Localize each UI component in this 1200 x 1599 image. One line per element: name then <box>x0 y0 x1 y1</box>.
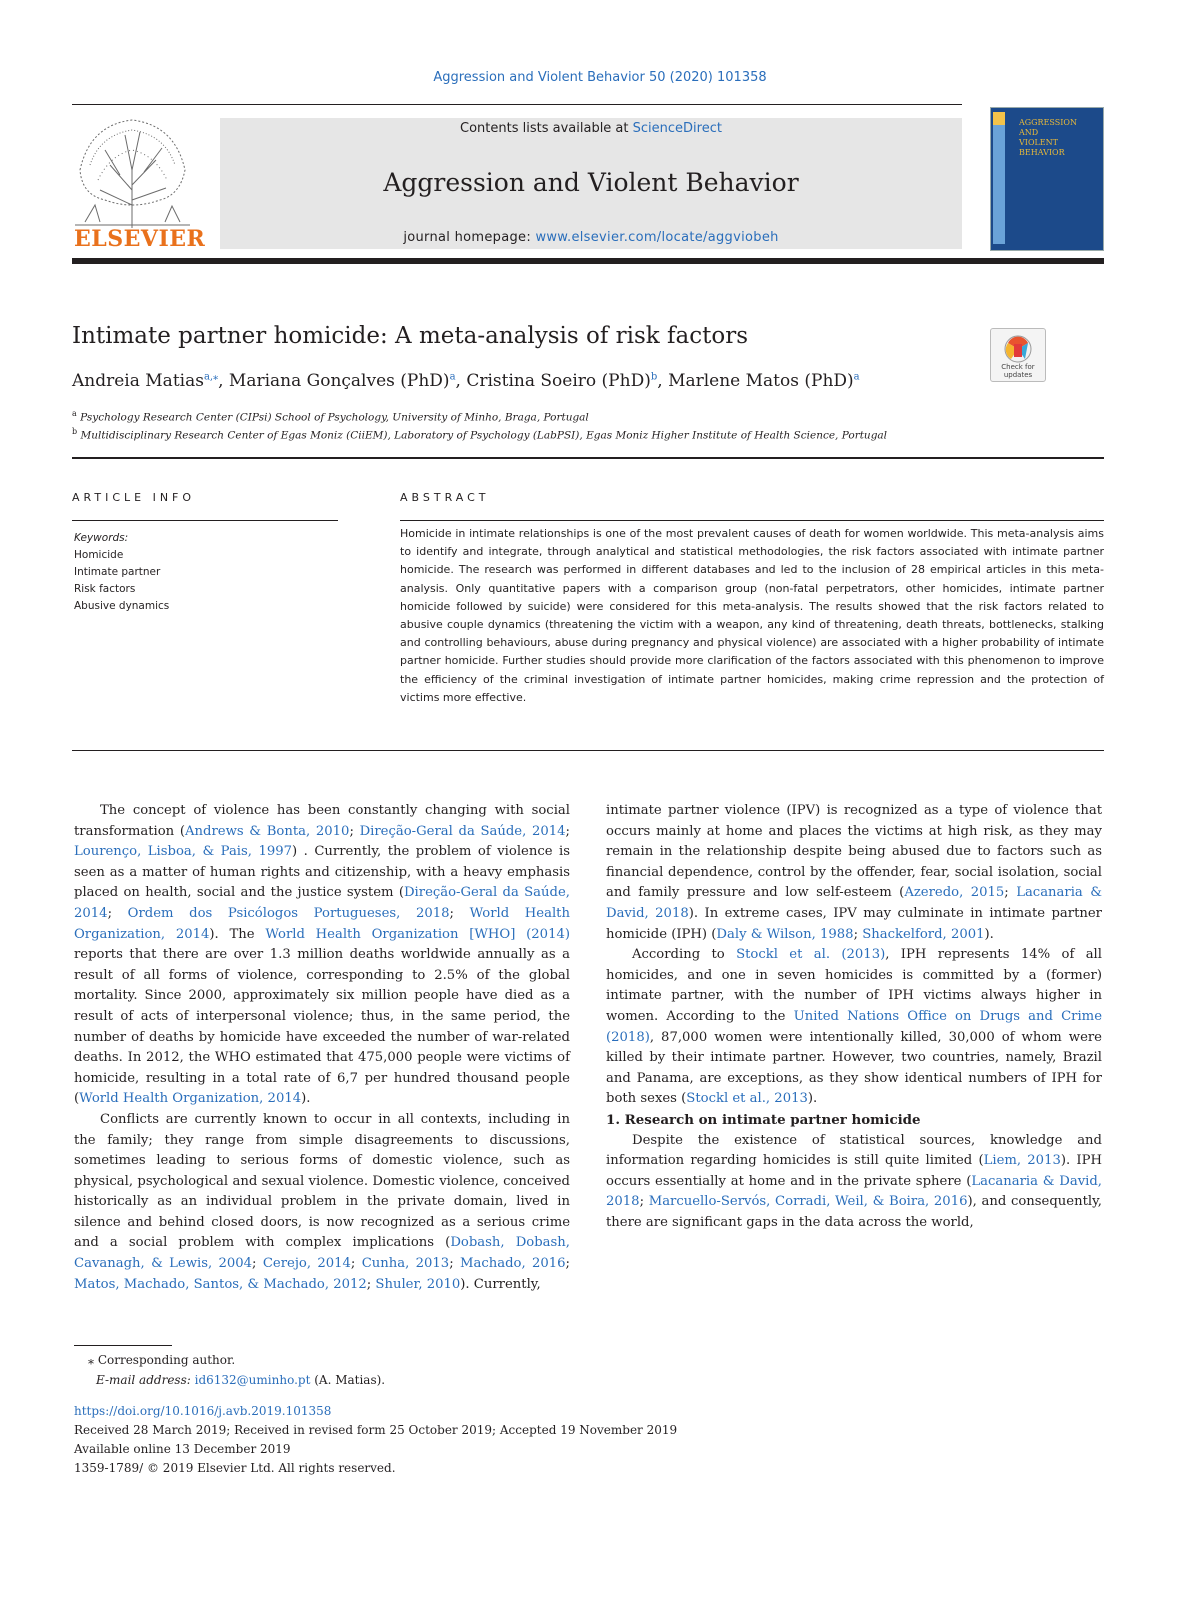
header-rule <box>72 104 962 105</box>
citation-link[interactable]: Matos, Machado, Santos, & Machado, 2012 <box>74 1276 367 1292</box>
body-text: reports that there are over 1.3 million deaths worldwide annually as a result of all forms of violence, corresponding to 2.5% of the global mortality. Since 2000, approximately six million people have died as a result of acts of interpersonal violence; thus, in the same period, the number of deaths by homicide have exceeded the number of war-related deaths. In 2012, the WHO estimated that 475,000 people were victims of homicide, resulting in a total rate of 6,7 per hundred thousand people ( <box>74 947 570 1107</box>
keyword-item: Risk factors <box>74 583 136 595</box>
body-text: ). <box>984 926 994 942</box>
footnote-rule <box>74 1345 172 1346</box>
keyword-item: Homicide <box>74 549 124 561</box>
abstract-text: Homicide in intimate relationships is one of the most prevalent causes of death for women worldwide. This meta-analysis aims to identify and integrate, through analytical and statistical methodologies, the risk factors associated with intimate partner homicide. The research was performed in different databases and led to the inclusion of 28 empirical articles in this meta-analysis. Only quantitative papers with a comparison group (non-fatal perpetrators, other homicides, intimate partner homicide followed by suicide) were considered for this meta-analysis. The results showed that the risk factors related to abusive couple dynamics (threatening the victim with a weapon, any kind of threatening, death threats, bottlenecks, stalking and controlling behaviours, abuse during pregnancy and physical violence) are associated with a higher probability of intimate partner homicide. Further studies should provide more clarification of the factors associated with this phenomenon to improve the efficiency of the criminal investigation of intimate partner homicides, making crime repression and the protection of victims more effective. <box>400 527 1104 704</box>
body-text: ; <box>350 1256 362 1272</box>
citation-link[interactable]: Azeredo, 2015 <box>904 885 1005 901</box>
body-paragraph <box>606 801 1102 945</box>
header-thick-rule <box>72 258 1104 264</box>
email-label: E-mail address: <box>96 1373 191 1387</box>
article-info-rule <box>72 520 338 521</box>
journal-reference-link[interactable]: Aggression and Violent Behavior 50 (2020) 101358 <box>433 70 767 85</box>
body-text: ; <box>565 1256 570 1272</box>
body-text: ). <box>301 1091 311 1107</box>
body-text: , IPH represents 14% of all homicides, and one in seven homicides is committed by a (former) intimate partner, with the number of IPH victims always higher in women. According to the <box>606 947 1102 1024</box>
cover-title-line: AGGRESSION <box>1019 118 1077 127</box>
journal-cover-image[interactable] <box>990 107 1104 251</box>
section-heading: 1. Research on intimate partner homicide <box>606 1111 921 1128</box>
body-column-left <box>74 801 570 1295</box>
body-text: The concept of violence has been constantly changing with social transformation ( <box>74 803 570 839</box>
author-list: Andreia Matias$^{a,⁎}$, Mariana Gonçalves (PhD)$^a$, Cristina Soeiro (PhD)$^b$, Marlene Matos (PhD)$^a$ <box>72 371 860 391</box>
cover-title-line: VIOLENT <box>1019 138 1058 147</box>
article-info-heading: ARTICLE INFO <box>72 491 196 504</box>
abstract-bottom-rule <box>72 750 1104 751</box>
author-affiliation-mark[interactable]: a <box>853 371 860 383</box>
author-email-link[interactable]: id6132@uminho.pt <box>194 1373 311 1387</box>
body-text: ; <box>1004 885 1017 901</box>
body-paragraph <box>606 945 1102 1110</box>
cover-title-line: BEHAVIOR <box>1019 148 1065 157</box>
journal-title: Aggression and Violent Behavior <box>383 168 799 197</box>
citation-link[interactable]: Andrews & Bonta, 2010 <box>185 823 350 839</box>
body-text: ; <box>349 823 360 839</box>
journal-homepage-link[interactable]: www.elsevier.com/locate/aggviobeh <box>535 230 779 245</box>
citation-link[interactable]: Shackelford, 2001 <box>862 926 985 942</box>
footnote <box>88 1350 385 1390</box>
doi-link[interactable]: https://doi.org/10.1016/j.avb.2019.101358 <box>74 1404 332 1418</box>
author-name[interactable]: Mariana Gonçalves (PhD) <box>228 371 450 391</box>
body-text: Conflicts are currently known to occur in all contexts, including in the family; they range from simple disagreements to discussions, sometimes leading to serious forms of domestic violence, such as physical, psychological and sexual violence. Domestic violence, conceived historically as an individual problem in the private domain, lived in silence and behind closed doors, is now recognized as a serious crime and a social problem with complex implications ( <box>74 1111 570 1251</box>
elsevier-wordmark: ELSEVIER <box>74 226 206 252</box>
citation-link[interactable]: Lacanaria & David, 2018 <box>606 885 1102 921</box>
body-text: ; <box>252 1256 263 1272</box>
section-rule <box>72 457 1104 459</box>
keywords-label: Keywords: <box>74 532 129 544</box>
affiliation-text: Multidisciplinary Research Center of Egas Moniz (CiiEM), Laboratory of Psychology (LabPSI), Egas Moniz Higher Institute of Health Science, Portugal <box>80 429 888 442</box>
body-text: ). <box>807 1091 818 1107</box>
citation-link[interactable]: Dobash, Dobash, Cavanagh, & Lewis, 2004 <box>74 1235 570 1272</box>
abstract-rule <box>400 520 1104 521</box>
affiliation <box>72 427 887 442</box>
body-paragraph <box>606 1131 1102 1234</box>
affiliation-mark: a <box>72 409 77 418</box>
author-name[interactable]: Cristina Soeiro (PhD) <box>466 371 651 391</box>
citation-link[interactable]: Lourenço, Lisboa, & Pais, 1997 <box>74 844 293 860</box>
citation-link[interactable]: Cerejo, 2014 <box>262 1256 351 1272</box>
body-paragraph <box>74 1110 570 1295</box>
abstract-heading: ABSTRACT <box>400 491 490 504</box>
keywords-list <box>74 530 169 615</box>
article-footer <box>74 1402 677 1478</box>
keyword-item: Intimate partner <box>74 566 161 578</box>
affiliation-text: Psychology Research Center (CIPsi) School of Psychology, University of Minho, Braga, Portugal <box>80 411 589 424</box>
sciencedirect-link[interactable]: ScienceDirect <box>632 121 722 136</box>
author-affiliation-mark[interactable]: a,⁎ <box>203 371 219 383</box>
citation-link[interactable]: Machado, 2016 <box>459 1256 566 1272</box>
body-text: ; <box>449 1256 460 1272</box>
citation-link[interactable]: World Health Organization [WHO] (2014) <box>265 926 570 942</box>
check-for-updates-badge[interactable] <box>990 328 1046 382</box>
body-text: ). Currently, <box>460 1276 541 1292</box>
copyright-line: 1359-1789/ © 2019 Elsevier Ltd. All rights reserved. <box>74 1461 396 1475</box>
cover-color-strip <box>993 112 1005 244</box>
citation-link[interactable]: Stockl et al., 2013 <box>686 1091 808 1107</box>
body-text: , 87,000 women were intentionally killed, 30,000 of whom were killed by their intimate partner. However, two countries, namely, Brazil and Panama, are exceptions, as they show identical numbers of IPH for both sexes ( <box>606 1029 1102 1107</box>
body-text: ). The <box>209 926 266 942</box>
online-date: Available online 13 December 2019 <box>74 1442 291 1456</box>
citation-link[interactable]: Daly & Wilson, 1988 <box>716 926 854 942</box>
body-text: ; <box>107 905 128 921</box>
citation-link[interactable]: Direção-Geral da Saúde, 2014 <box>74 885 570 921</box>
email-suffix: (A. Matias). <box>310 1373 386 1387</box>
body-text: ) . Currently, the problem of violence is seen as a matter of human rights and citizenship, with a heavy emphasis placed on health, social and the justice system ( <box>74 844 570 901</box>
citation-link[interactable]: World Health Organization, 2014 <box>79 1091 302 1107</box>
corresponding-author-note: Corresponding author. <box>97 1353 236 1367</box>
citation-link[interactable]: Direção-Geral da Saúde, 2014 <box>359 823 566 839</box>
author-affiliation-mark[interactable]: a <box>449 371 456 383</box>
body-text: ; <box>565 823 570 839</box>
contents-prefix: Contents lists available at <box>460 121 633 136</box>
affiliation <box>72 409 589 424</box>
citation-link[interactable]: World Health Organization, 2014 <box>74 905 570 942</box>
badge-label: Check for updates <box>1001 363 1035 379</box>
homepage-prefix: journal homepage: <box>403 230 536 245</box>
homepage-line <box>220 230 962 245</box>
author-name[interactable]: Andreia Matias <box>72 371 204 391</box>
body-column-right <box>606 801 1102 1233</box>
author-affiliation-mark[interactable]: b <box>650 371 658 383</box>
citation-link[interactable]: Stockl et al. (2013) <box>736 947 886 963</box>
body-text: ; <box>639 1194 649 1210</box>
elsevier-tree-icon <box>70 110 195 228</box>
citation-link[interactable]: Cunha, 2013 <box>361 1256 450 1272</box>
citation-link[interactable]: Lacanaria & David, 2018 <box>606 1173 1103 1210</box>
affiliation-mark: b <box>72 427 78 436</box>
body-text: ; <box>853 926 863 942</box>
footnote-mark: ⁎ <box>88 1353 94 1367</box>
citation-link[interactable]: United Nations Office on Drugs and Crime (2018) <box>606 1008 1102 1045</box>
body-text: ), and consequently, there are significant gaps in the data across the world, <box>606 1194 1102 1230</box>
contents-line <box>220 121 962 136</box>
author-name[interactable]: Marlene Matos (PhD) <box>668 371 854 391</box>
cover-title-line: AND <box>1019 128 1039 137</box>
received-dates: Received 28 March 2019; Received in revised form 25 October 2019; Accepted 19 November 2019 <box>74 1423 678 1437</box>
body-text: ; <box>449 905 470 921</box>
citation-link[interactable]: Liem, 2013 <box>983 1153 1061 1169</box>
article-title: Intimate partner homicide: A meta-analysis of risk factors <box>72 323 749 349</box>
body-text: ). In extreme cases, IPV may culminate in intimate partner homicide (IPH) ( <box>606 905 1102 942</box>
body-text: intimate partner violence (IPV) is recognized as a type of violence that occurs mainly at home and places the victims at high risk, as they may remain in the relationship despite being abused due to factors such as financial dependence, control by the offender, fear, social isolation, social and family pressure and low self-esteem ( <box>606 803 1102 901</box>
body-text: According to <box>632 947 737 963</box>
keyword-item: Abusive dynamics <box>74 600 170 612</box>
body-paragraph <box>74 801 570 1110</box>
body-text: Despite the existence of statistical sources, knowledge and information regarding homicides is still quite limited ( <box>606 1132 1102 1169</box>
body-text: ). IPH occurs essentially at home and in the private sphere ( <box>606 1153 1102 1189</box>
body-text: ; <box>366 1276 376 1292</box>
citation-link[interactable]: Marcuello-Servós, Corradi, Weil, & Boira, 2016 <box>648 1194 968 1210</box>
citation-link[interactable]: Shuler, 2010 <box>375 1276 461 1292</box>
citation-link[interactable]: Ordem dos Psicólogos Portugueses, 2018 <box>127 905 450 921</box>
